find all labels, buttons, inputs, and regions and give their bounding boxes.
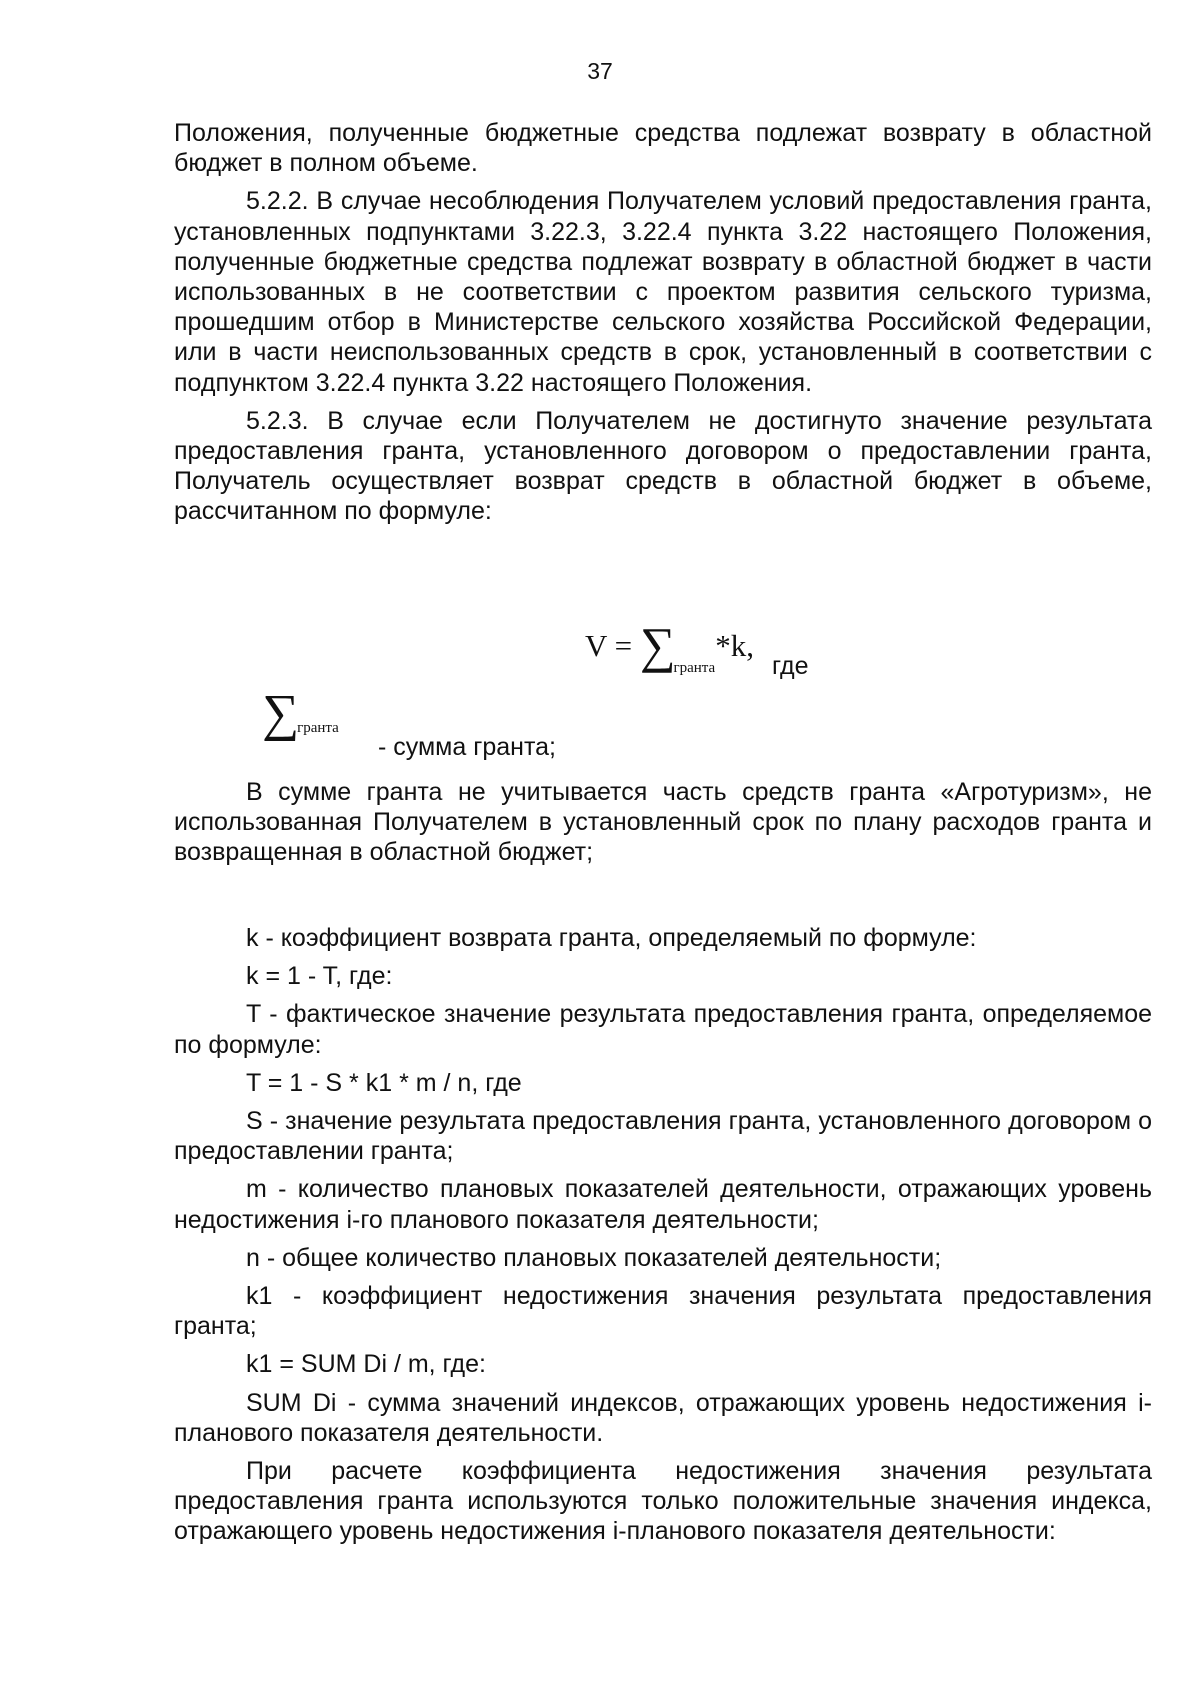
text-block-top [174,118,1152,527]
formula-rhs: *k, [715,628,754,663]
paragraph-5-2-2: 5.2.2. В случае несоблюдения Получателем условий предоставления гранта, установленных подпунктами 3.22.3, 3.22.4 пункта 3.22 настоящего Положения, полученные бюджетные средства подлежат возврату в областной бюджет в части использованных в не соответствии с проектом развития сельского туризма, прошедшим отбор в Министерстве сельского хозяйства Российской Федерации, или в части неиспользованных средств в срок, установленный в соответствии с подпунктом 3.22.4 пункта 3.22 настоящего Положения. [174,187,1152,397]
formula-k: k = 1 - T, где: [246,962,393,991]
text-block-definitions [174,923,1152,1547]
paragraph-grant-note: В сумме гранта не учитывается часть средств гранта «Агротуризм», не использованная Получателем в установленный срок по плану расходов гранта и возвращенная в областной бюджет; [174,778,1152,867]
paragraph-positive-values: При расчете коэффициента недостижения значения результата предоставления гранта используются только положительные значения индекса, отражающего уровень недостижения i-планового показателя деятельности: [174,1457,1152,1546]
sigma-legend-symbol [262,685,339,742]
definition-t: T - фактическое значение результата предоставления гранта, определяемое по формуле: [174,1000,1152,1059]
definition-k: k - коэффициент возврата гранта, определяемый по формуле: [246,924,977,952]
formula-v [585,617,754,677]
sigma-symbol: ∑ [639,617,676,673]
sigma-legend-description: - сумма гранта; [378,733,556,761]
sigma-symbol: ∑ [262,685,300,742]
definition-n: n - общее количество плановых показателей деятельности; [246,1243,942,1272]
formula-subscript: гранта [673,660,716,676]
formula-t: T = 1 - S * k1 * m / n, где [246,1068,522,1097]
paragraph-5-2-3: 5.2.3. В случае если Получателем не достигнуто значение результата предоставления гранта, установленного договором о предоставлении гранта, Получатель осуществляет возврат средств в областной бюджет в объеме, рассчитанном по формуле: [174,406,1152,526]
definition-k1: k1 - коэффициент недостижения значения результата предоставления гранта; [174,1282,1152,1341]
definition-s: S - значение результата предоставления гранта, установленного договором о предоставлении гранта; [174,1107,1152,1166]
page-number: 37 [587,58,613,84]
formula-lhs: V = [585,628,633,663]
paragraph-continuation: Положения, полученные бюджетные средства подлежат возврату в областной бюджет в полном объеме. [174,119,1152,178]
definition-m: m - количество плановых показателей деятельности, отражающих уровень недостижения i-го планового показателя деятельности; [174,1175,1152,1234]
formula-where: где [772,652,809,680]
text-block-grant-note [174,777,1152,868]
definition-sum-di: SUM Di - сумма значений индексов, отражающих уровень недостижения i-планового показателя деятельности. [174,1388,1152,1447]
sigma-legend-subscript: гранта [297,720,339,736]
formula-k1: k1 = SUM Di / m, где: [246,1350,486,1379]
